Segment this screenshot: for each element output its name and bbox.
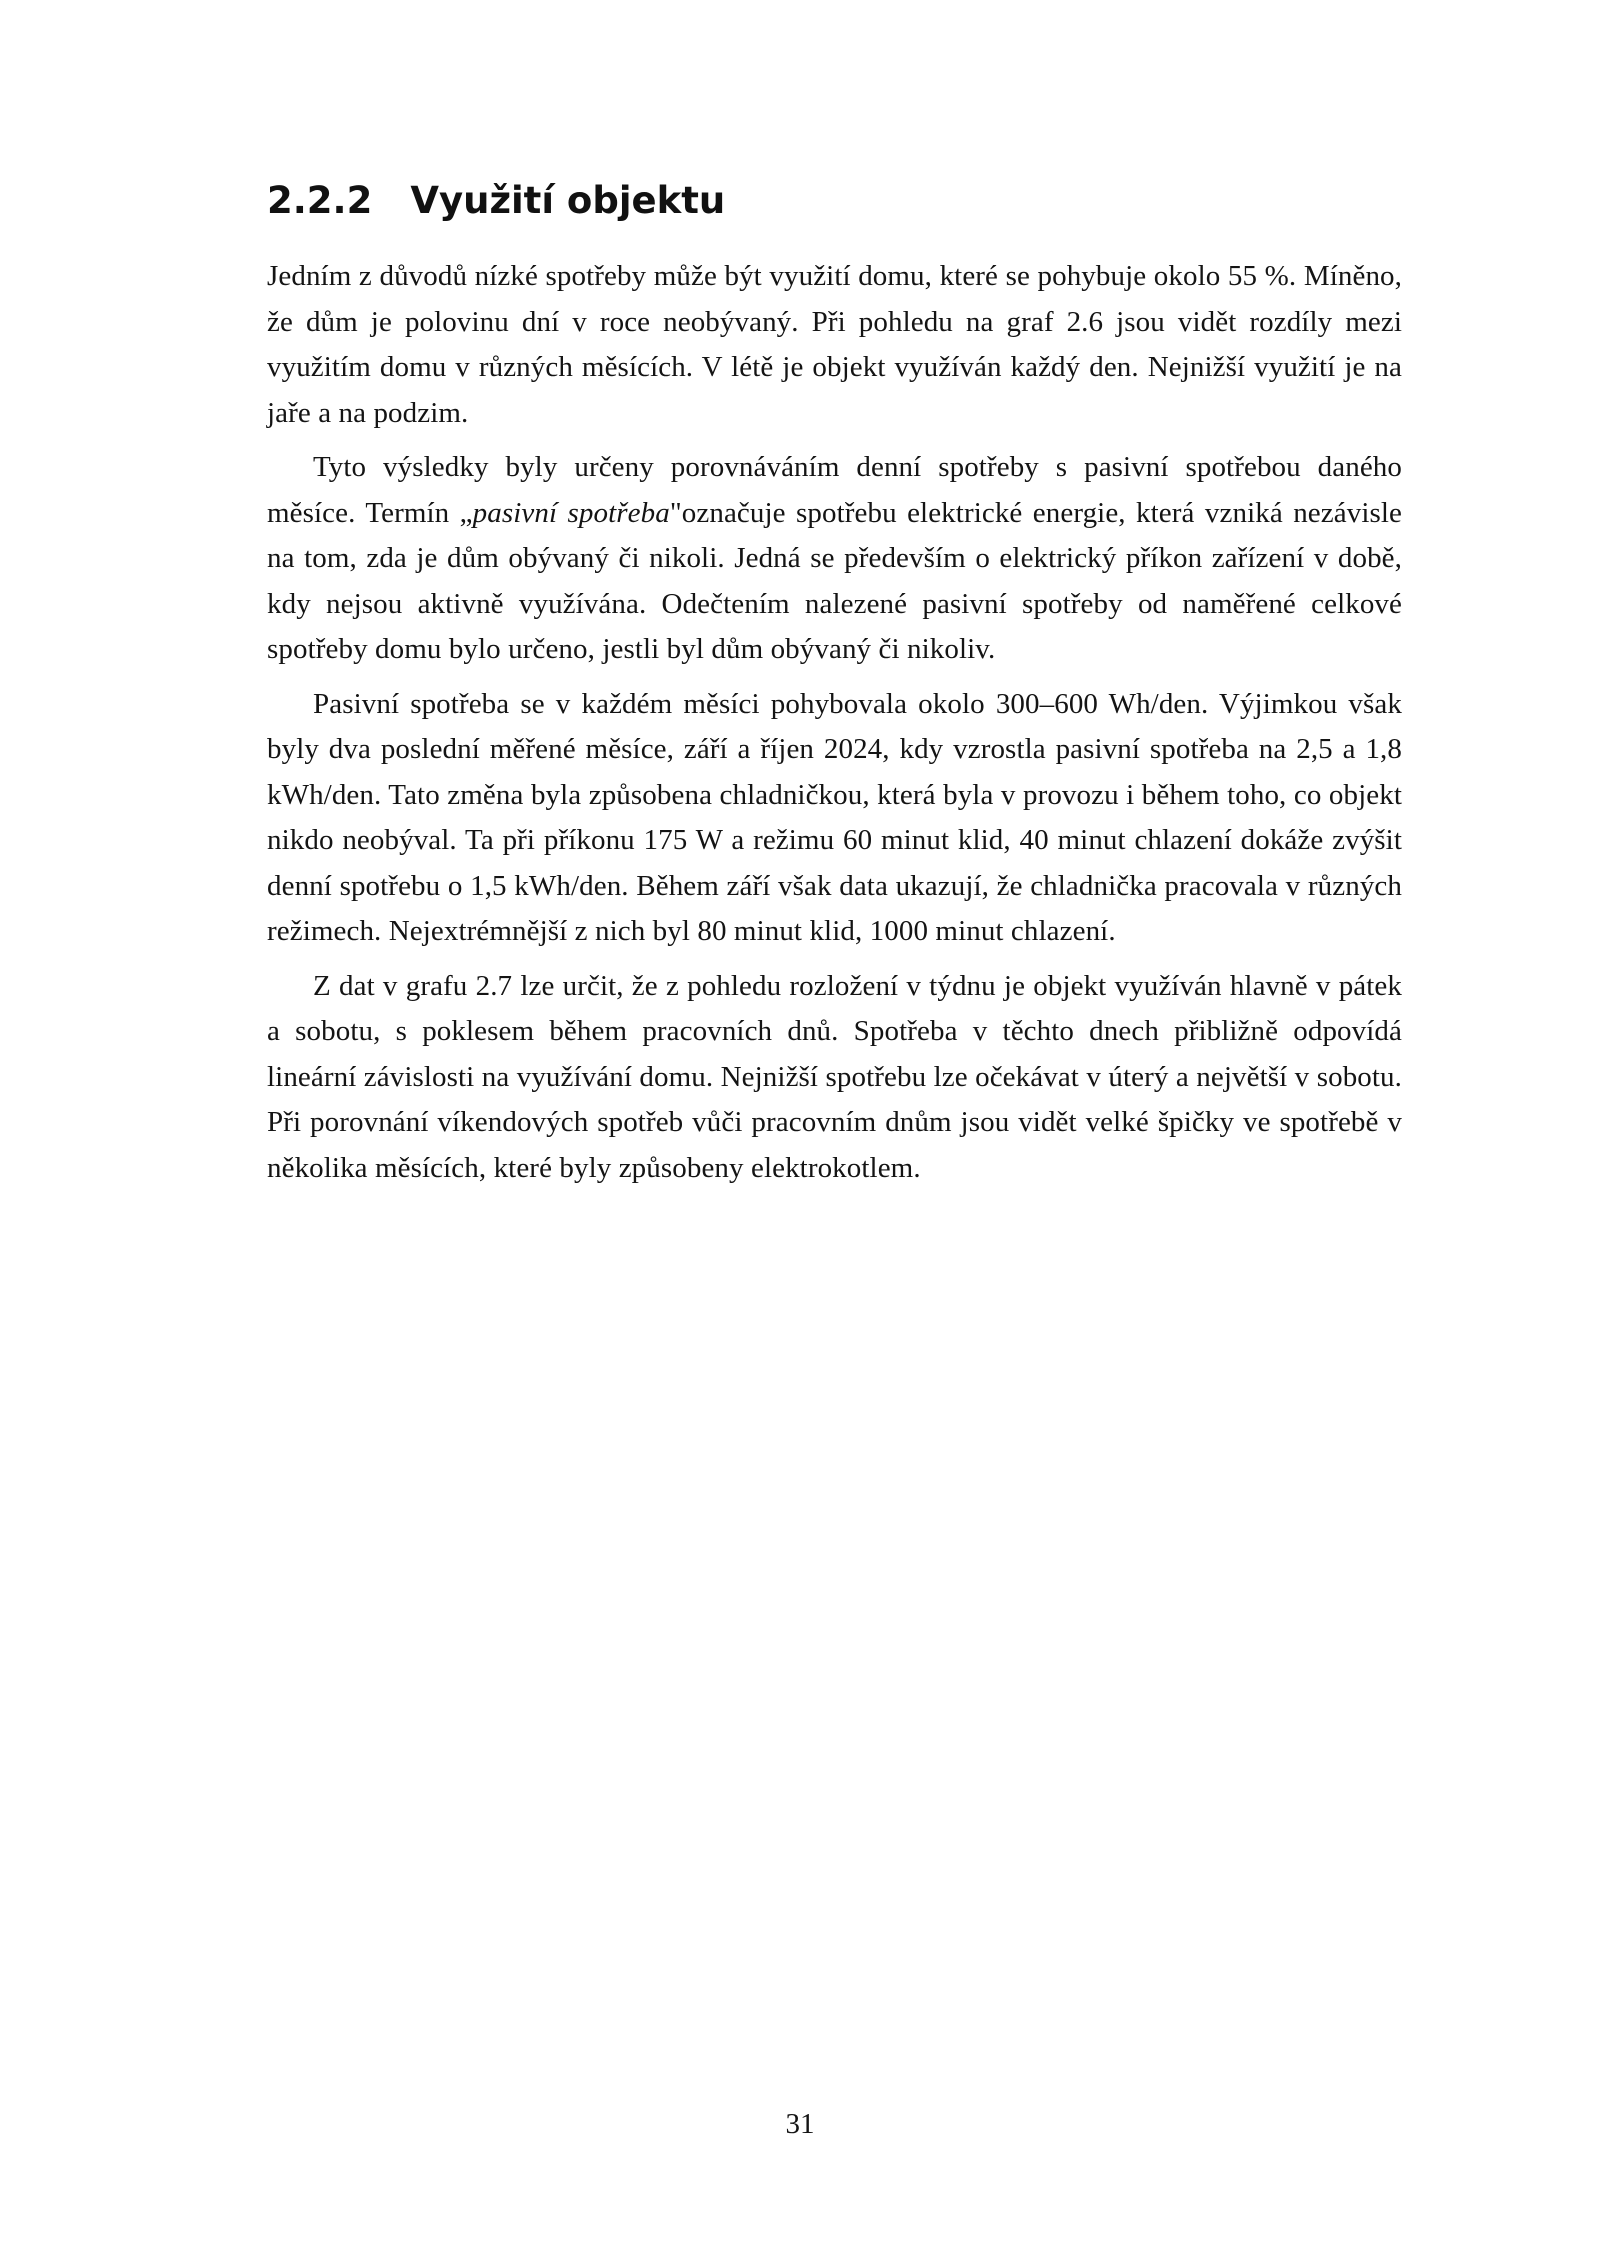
body-text <box>267 254 1402 1191</box>
section-heading <box>267 178 1402 224</box>
paragraph <box>267 964 1402 1192</box>
text-column <box>267 178 1402 1191</box>
text-run: Z dat v grafu 2.7 lze určit, že z pohledu rozložení v týdnu je objekt využíván hlavně v pátek a sobotu, s poklesem během pracovních dnů. Spotřeba v těchto dnech přibližně odpovídá lineární závislosti na využívání domu. Nejnižší spotřebu lze očekávat v úterý a největší v sobotu. Při porovnání víkendových spotřeb vůči pracovním dnům jsou vidět velké špičky ve spotřebě v několika měsících, které byly způsobeny elektrokotlem. <box>267 969 1402 1184</box>
paragraph <box>267 682 1402 955</box>
text-run: Tyto výsledky byly určeny porovnáváním denní spotřeby s pasivní spotřebou daného měsíce. Termín „ <box>267 451 1402 529</box>
text-run: Jedním z důvodů nízké spotřeby může být využití domu, které se pohybuje okolo 55 %. Míněno, že dům je polovinu dní v roce neobývaný. Při pohledu na graf 2.6 jsou vidět rozdíly mezi využitím domu v různých měsících. V létě je objekt využíván každý den. Nejnižší využití je na jaře a na podzim. <box>267 260 1402 429</box>
paragraph <box>267 445 1402 673</box>
page-number: 31 <box>785 2108 815 2140</box>
text-run: Pasivní spotřeba se v každém měsíci pohybovala okolo 300–600 Wh/den. Výjimkou však byly dva poslední měřené měsíce, září a říjen 2024, kdy vzrostla pasivní spotřeba na 2,5 a 1,8 kWh/den. Tato změna byla způsobena chladničkou, která byla v provozu i během toho, co objekt nikdo neobýval. Ta při příkonu 175 W a režimu 60 minut klid, 40 minut chlazení dokáže zvýšit denní spotřebu o 1,5 kWh/den. Během září však data ukazují, že chladnička pracovala v různých režimech. Nejextrémnější z nich byl 80 minut klid, 1000 minut chlazení. <box>267 687 1402 947</box>
section-number: 2.2.2 <box>267 179 373 222</box>
paragraph <box>267 254 1402 436</box>
emphasized-text: pasivní spotřeba <box>472 496 670 529</box>
section-title: Využití objektu <box>410 179 726 222</box>
text-run: "označuje spotřebu elektrické energie, která vzniká nezávisle na tom, zda je dům obývaný či nikoli. Jedná se především o elektrický příkon zařízení v době, kdy nejsou aktivně využívána. Odečtením nalezené pasivní spotřeby od naměřené celkové spotřeby domu bylo určeno, jestli byl dům obývaný či nikoliv. <box>267 496 1402 665</box>
